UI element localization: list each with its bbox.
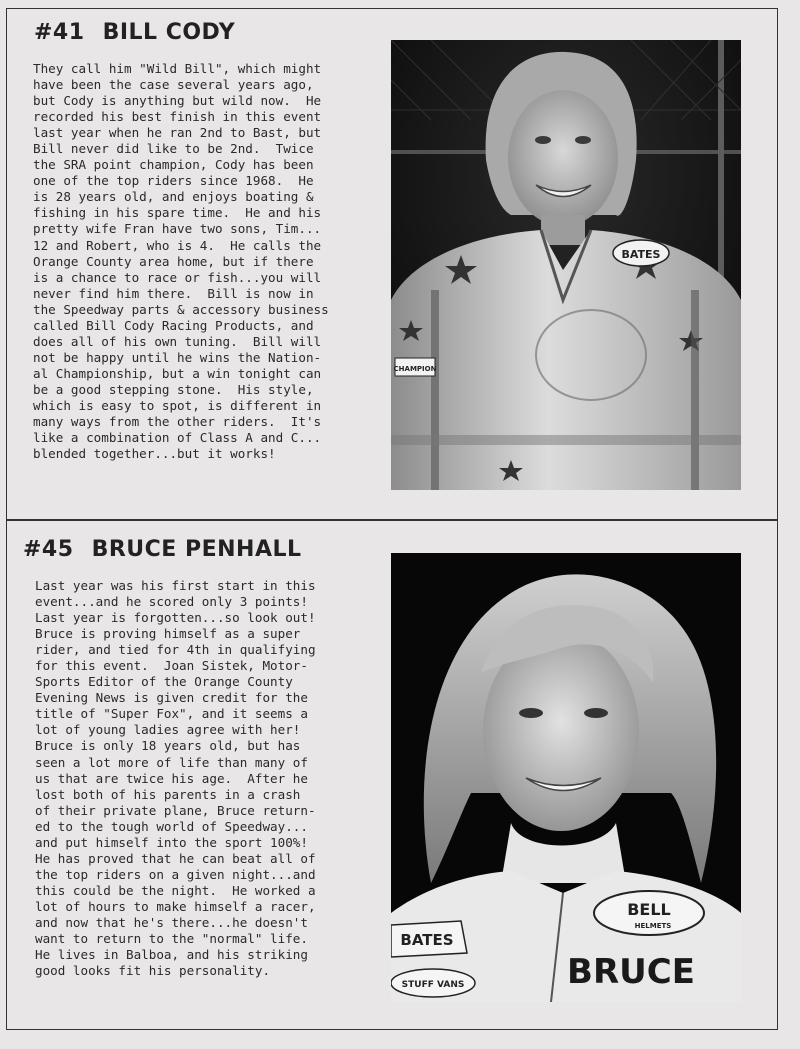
bio-line: They call him "Wild Bill", which might xyxy=(33,61,322,76)
bio-line: blended together...but it works! xyxy=(33,446,276,462)
bio-line: last year when he ran 2nd to Bast, but xyxy=(33,125,322,141)
bio-line: fishing in his spare time. He and his xyxy=(33,205,322,221)
rider-heading-penhall xyxy=(23,537,302,562)
rider-heading-cody xyxy=(34,20,235,45)
bio-line: which is easy to spot, is different in xyxy=(33,397,322,413)
bio-line: and now that he's there...he doesn't xyxy=(35,914,308,930)
bio-line: Sports Editor of the Orange County xyxy=(35,674,293,690)
bio-line: lost both of his parents in a crash xyxy=(35,786,301,802)
bio-line: want to return to the "normal" life. xyxy=(35,931,308,947)
rider-bio-cody xyxy=(33,61,329,462)
bio-line: recorded his best finish in this event xyxy=(33,109,322,125)
bio-line: Last year was his first start in this xyxy=(35,578,316,593)
rider-photo-cody xyxy=(391,40,741,490)
bio-line: many ways from the other riders. It's xyxy=(33,414,322,430)
bio-line: this could be the night. He worked a xyxy=(35,882,316,898)
bio-line: title of "Super Fox", and it seems a xyxy=(35,706,308,722)
patch-bell-text: BELL xyxy=(627,900,671,919)
bio-line: and put himself into the sport 100%! xyxy=(35,834,308,850)
bio-line: but Cody is anything but wild now. He xyxy=(33,93,322,109)
bio-line: the top riders on a given night...and xyxy=(35,866,316,882)
bio-line: lot of hours to make himself a racer, xyxy=(35,898,316,914)
bio-line: ed to the tough world of Speedway... xyxy=(35,818,308,834)
rider-bio-penhall xyxy=(35,578,316,979)
bio-line: al Championship, but a win tonight can xyxy=(33,365,322,381)
bio-line: rider, and tied for 4th in qualifying xyxy=(35,642,316,658)
bio-line: Bill never did like to be 2nd. Twice xyxy=(33,141,314,157)
rider-name: BRUCE PENHALL xyxy=(91,537,302,562)
patch-bates-text: BATES xyxy=(621,248,661,261)
bio-line: like a combination of Class A and C... xyxy=(33,430,322,446)
bio-line: Bruce is proving himself as a super xyxy=(35,626,301,642)
bio-line: Orange County area home, but if there xyxy=(33,253,314,269)
bio-line: pretty wife Fran have two sons, Tim... xyxy=(33,221,322,237)
bio-line: good looks fit his personality. xyxy=(35,963,271,979)
bio-line: not be happy until he wins the Nation- xyxy=(33,349,322,365)
bio-line: us that are twice his age. After he xyxy=(35,770,308,786)
bio-line: Evening News is given credit for the xyxy=(35,690,308,706)
bio-line: the SRA point champion, Cody has been xyxy=(33,157,314,173)
bio-line: be a good stepping stone. His style, xyxy=(33,381,314,397)
bio-line: does all of his own tuning. Bill will xyxy=(33,333,322,349)
rider-name: BILL CODY xyxy=(102,20,236,45)
bio-line: event...and he scored only 3 points! xyxy=(35,594,308,610)
bio-line: one of the top riders since 1968. He xyxy=(33,173,314,189)
bio-line: is a chance to race or fish...you will xyxy=(33,269,322,285)
patch-champion-text: CHAMPION xyxy=(393,365,437,373)
chest-name-text: BRUCE xyxy=(567,952,695,992)
bio-line: called Bill Cody Racing Products, and xyxy=(33,317,314,333)
section-divider xyxy=(6,519,778,521)
patch-bates-text: BATES xyxy=(400,931,454,949)
bio-line: have been the case several years ago, xyxy=(33,77,314,93)
bio-line: is 28 years old, and enjoys boating & xyxy=(33,189,314,205)
patch-vans-text: STUFF VANS xyxy=(401,980,465,990)
bio-line: lot of young ladies agree with her! xyxy=(35,722,301,738)
bio-line: Bruce is only 18 years old, but has xyxy=(35,738,301,754)
bio-line: Last year is forgotten...so look out! xyxy=(35,610,316,626)
bio-line: seen a lot more of life than many of xyxy=(35,754,308,770)
bio-line: of their private plane, Bruce return- xyxy=(35,802,316,818)
bio-line: the Speedway parts & accessory business xyxy=(33,301,329,317)
rider-number: #41 xyxy=(34,20,85,45)
rider-number: #45 xyxy=(23,537,74,562)
bio-line: for this event. Joan Sistek, Motor- xyxy=(35,658,308,674)
patch-bell-sub-text: HELMETS xyxy=(634,922,672,930)
bio-line: He lives in Balboa, and his striking xyxy=(35,947,308,963)
rider-photo-penhall xyxy=(391,553,741,1002)
bio-line: 12 and Robert, who is 4. He calls the xyxy=(33,237,322,253)
bio-line: He has proved that he can beat all of xyxy=(35,850,316,866)
bio-line: never find him there. Bill is now in xyxy=(33,285,314,301)
